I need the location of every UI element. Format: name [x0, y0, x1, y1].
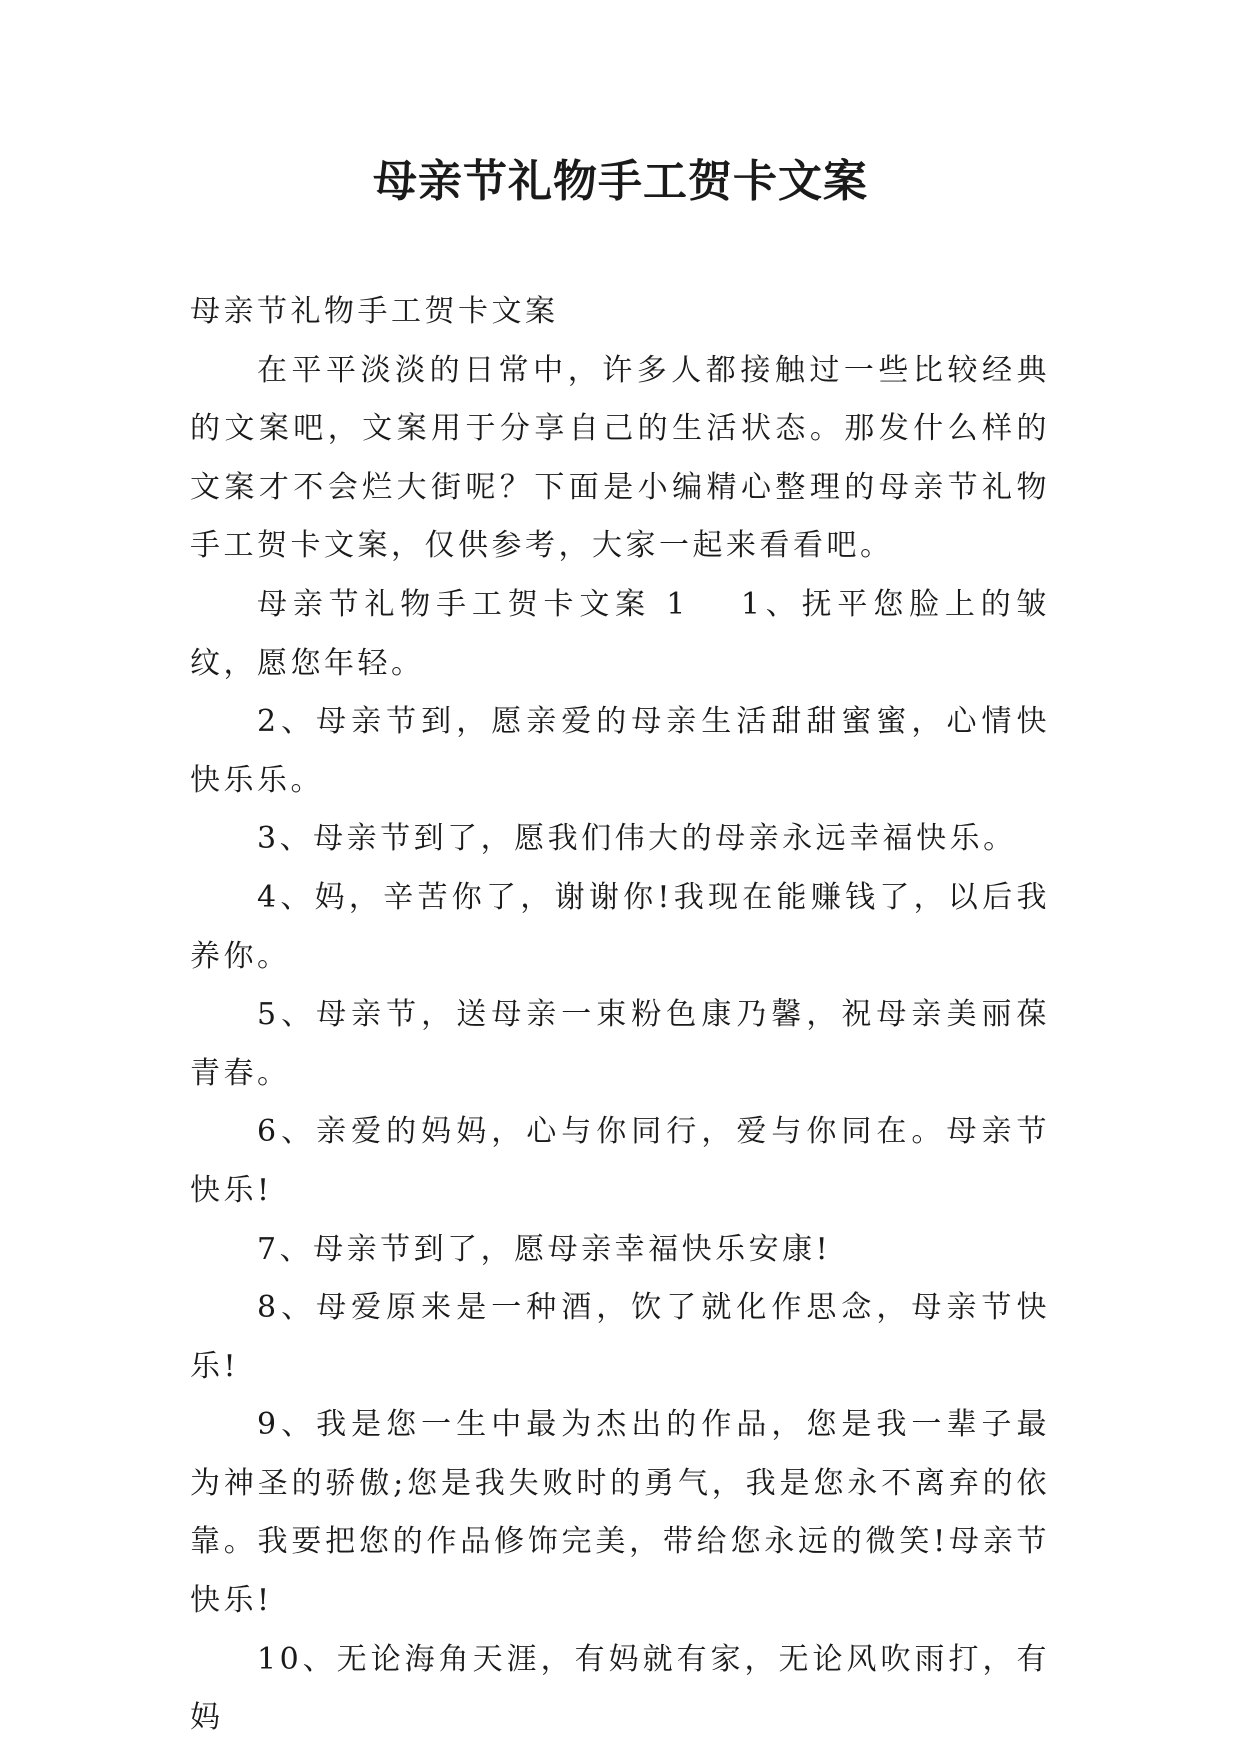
list-item: 5、母亲节，送母亲一束粉色康乃馨，祝母亲美丽葆青春。 [190, 997, 1050, 1091]
list-item: 9、我是您一生中最为杰出的作品，您是我一辈子最为神圣的骄傲;您是我失败时的勇气，我是您永不离弃的依靠。我要把您的作品修饰完美，带给您永远的微笑!母亲节快乐! [190, 1407, 1050, 1619]
list-item: 1、抚平您脸上的皱纹，愿您年轻。 [190, 586, 1051, 681]
document-body [190, 283, 1050, 1748]
list-item: 7、母亲节到了，愿母亲幸福快乐安康! [257, 1231, 832, 1267]
list-item: 2、母亲节到，愿亲爱的母亲生活甜甜蜜蜜，心情快快乐乐。 [190, 704, 1050, 798]
subtitle: 母亲节礼物手工贺卡文案 [190, 294, 559, 329]
section-heading: 母亲节礼物手工贺卡文案 1 [257, 586, 689, 622]
list-item: 8、母爱原来是一种酒，饮了就化作思念，母亲节快乐! [190, 1290, 1050, 1384]
intro-paragraph: 在平平淡淡的日常中，许多人都接触过一些比较经典的文案吧，文案用于分享自己的生活状态。那发什么样的文案才不会烂大街呢？下面是小编精心整理的母亲节礼物手工贺卡文案，仅供参考，大家一起来看看吧。 [190, 352, 1050, 564]
list-item: 6、亲爱的妈妈，心与你同行，爱与你同在。母亲节快乐! [190, 1114, 1050, 1208]
section-paragraph [190, 576, 1050, 693]
list-item: 3、母亲节到了，愿我们伟大的母亲永远幸福快乐。 [257, 821, 1017, 857]
document-title: 母亲节礼物手工贺卡文案 [373, 156, 868, 207]
list-item: 4、妈，辛苦你了，谢谢你!我现在能赚钱了，以后我养你。 [190, 879, 1050, 974]
list-item: 10、无论海角天涯，有妈就有家，无论风吹雨打，有妈 [190, 1641, 1050, 1736]
